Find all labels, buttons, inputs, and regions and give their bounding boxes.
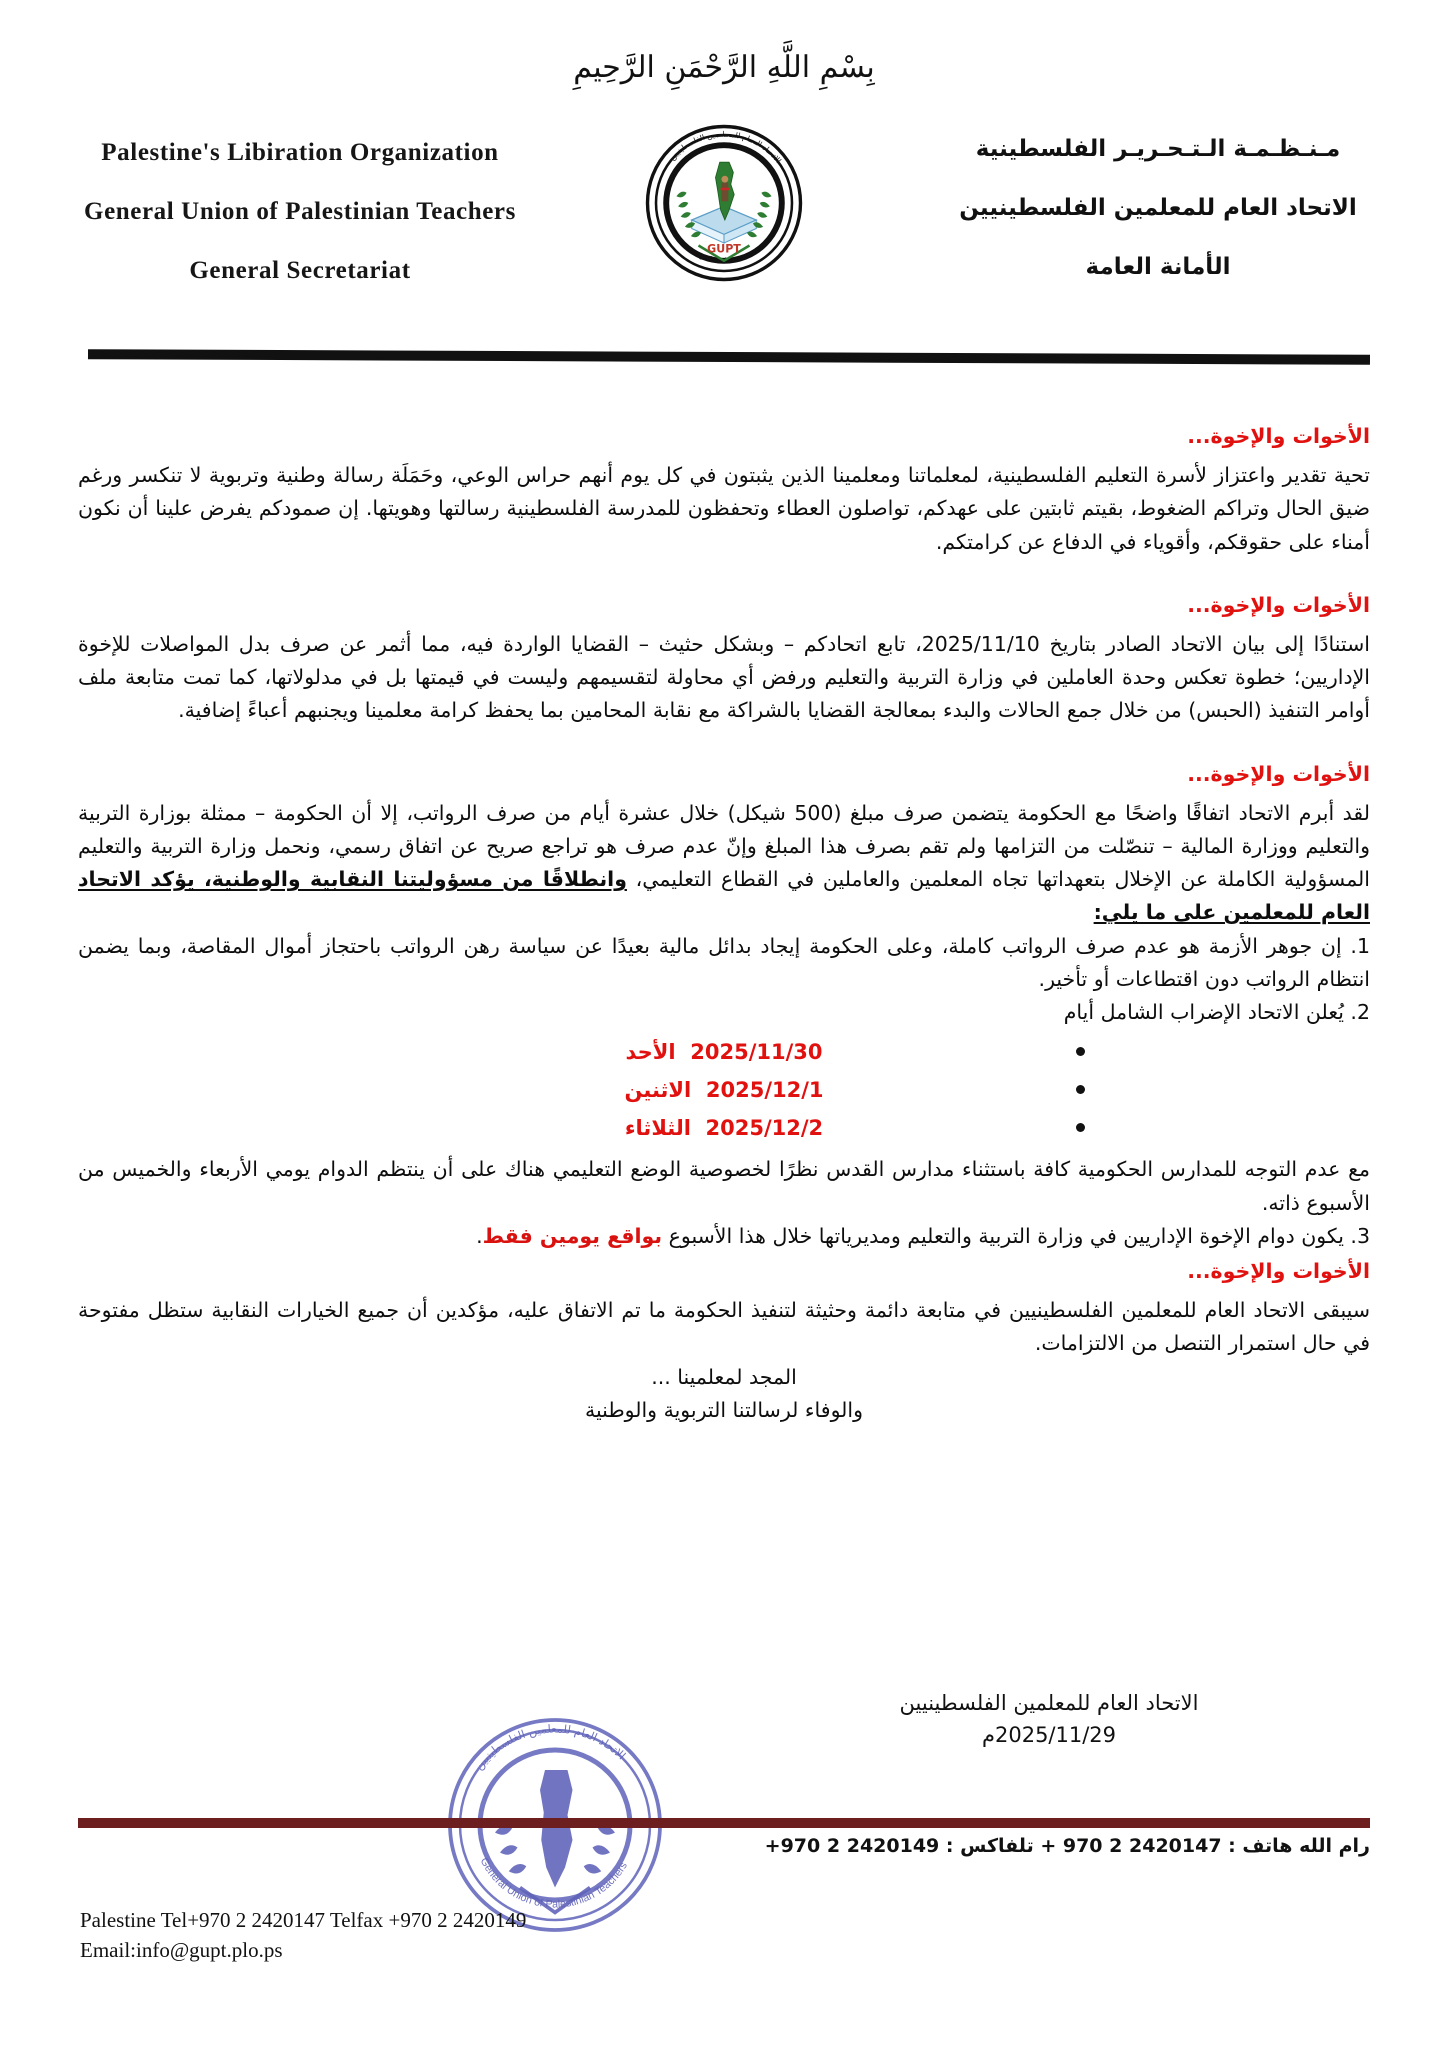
header-ar-line-3: الأمانة العامة [1085,254,1231,280]
header-arabic-block [938,138,1378,279]
after-dates-note: مع عدم التوجه للمدارس الحكومية كافة باستثناء مدارس القدس نظرًا لخصوصية الوضع التعليمي هناك على أن ينتظم الدوام يومي الأربعاء والخميس من الأسبوع ذاته. [78,1157,1370,1215]
demand-item-3 [78,1220,1370,1253]
paragraph-4: سيبقى الاتحاد العام للمعلمين الفلسطينيين في متابعة دائمة وحثيثة لتنفيذ الحكومة ما تم الاتفاق عليه، مؤكدين أن جميع الخيارات النقابية ستظل مفتوحة في حال استمرار التنصل من الالتزامات. [78,1298,1370,1356]
logo-acronym-text: GUPT [707,242,741,256]
header-en-line-3: General Secretariat [189,257,411,284]
signature-date: 2025/11/29م [981,1722,1117,1747]
paragraph-3-emphasis: وانطلاقًا من مسؤوليتنا النقابية والوطنية، يؤكد الاتحاد العام للمعلمين على ما يلي: [78,867,1370,925]
strike-date-row [78,1035,1370,1069]
demand-item-3-red: بواقع يومين فقط [482,1223,663,1248]
bullet-icon [1076,1123,1085,1132]
svg-text:General Union of Palestinian T: General Union of Palestinian Teachers [477,1855,630,1911]
footer-divider [78,1818,1370,1823]
svg-text:الاتحاد العام للمعلمين الفلسطي: الاتحاد العام للمعلمين الفلسطينيين [472,1722,629,1773]
paragraph-1: تحية تقدير واعتزاز لأسرة التعليم الفلسطينية، لمعلماتنا ومعلمينا الذين يثبتون في كل يوم أنهم حراس الوعي، وحَمَلَة رسالة وطنية وتربوية لا تنكسر ورغم ضيق الحال وتراكم الضغوط، بقيتم ثابتين على عهدكم، تواصلون العطاء وتحفظون للمدرسة الفلسطينية رسالتها وهويتها. إن صمودكم يفرض علينا أن نكون أمناء على حقوقكم، وأقوياء في الدفاع عن كرامتكم. [78,463,1370,554]
svg-text:الاتحـاد الـعـام للمعـلـمين ال: الاتحـاد الـعـام للمعـلـمين الفلسطينيين [667,129,783,165]
header-ar-line-1: مـنـظـمـة الـتـحـريـر الفلسطينية [975,136,1341,162]
footer-arabic-contact: رام الله هاتف : 2420147 2 970 + تلفاكس : 2420149 2 970+ [764,1835,1370,1857]
slogan-2: والوفاء لرسالتنا التربوية والوطنية [584,1397,864,1422]
salutation-4: الأخوات والإخوة... [1187,1258,1370,1283]
strike-dates-list [78,1035,1370,1145]
svg-text:فـلـسـطـيـن: فـلـسـطـيـن [697,251,733,265]
strike-date-row [78,1111,1370,1145]
header-divider [88,349,1370,362]
letter-body [78,420,1370,1427]
strike-date-row [78,1073,1370,1107]
salutation-1: الأخوات والإخوة... [1187,424,1370,448]
gupt-logo-icon [639,118,809,288]
document-header [0,0,1448,330]
salutation-2: الأخوات والإخوة... [1187,592,1370,617]
signature-org: الاتحاد العام للمعلمين الفلسطينيين [899,1691,1199,1715]
footer-tel-line: Palestine Tel+970 2 2420147 Telfax +970 2 2420149 [80,1908,527,1932]
signature-block [0,1688,1448,1751]
paragraph-2: استنادًا إلى بيان الاتحاد الصادر بتاريخ 2025/11/10، تابع اتحادكم – وبشكل حثيث – القضايا الواردة فيه، مما أثمر عن صرف بدل المواصلات للإخوة الإداريين؛ خطوة تعكس وحدة العاملين في وزارة التربية والتعليم ورفض أي محاولة لتقسيمهم وليست في قيمتها بل في مدلولاتها، كما تمت متابعة ملف أوامر التنفيذ (الحبس) من خلال جمع الحالات والبدء بمعالجة القضايا بالشراكة مع نقابة المحامين بما يحفظ كرامة معلمينا ويجنبهم أعباءً إضافية. [78,632,1370,723]
demand-item-2: 2. يُعلن الاتحاد الإضراب الشامل أيام [1063,1000,1370,1025]
paragraph-3 [78,797,1370,930]
demand-item-3-end: . [476,1223,483,1248]
slogan-1: المجد لمعلمينا ... [651,1364,797,1389]
paragraph-3-text: لقد أبرم الاتحاد اتفاقًا واضحًا مع الحكومة يتضمن صرف مبلغ (500 شيكل) خلال عشرة أيام من صرف الرواتب، إلا أن الحكومة – ممثلة بوزارة التربية والتعليم ووزارة المالية – تنصّلت من التزامها ولم تقم بصرف هذا المبلغ وإنّ عدم صرف هو تراجع صريح عن اتفاق رسمي، ونحمل وزارة التربية والتعليم المسؤولية الكاملة عن الإخلال بتعهداتها تجاه المعلمين والعاملين في القطاع التعليمي، [78,800,1370,892]
header-en-line-2: General Union of Palestinian Teachers [84,198,516,225]
strike-date-1: 2025/12/1 الاثنين [624,1078,824,1103]
bullet-icon [1076,1047,1085,1056]
footer-email-line: Email:info@gupt.plo.ps [80,1938,283,1963]
bullet-icon [1076,1085,1085,1094]
demand-item-3-black: 3. يكون دوام الإخوة الإداريين في وزارة التربية والتعليم ومديرياتها خلال هذا الأسبوع [662,1223,1370,1248]
header-en-line-1: Palestine's Libiration Organization [101,139,499,166]
strike-date-2: 2025/12/2 الثلاثاء [624,1116,824,1141]
header-english-block [60,140,540,283]
strike-date-0: 2025/11/30 الأحد [625,1040,823,1065]
header-ar-line-2: الاتحاد العام للمعلمين الفلسطينيين [959,195,1357,221]
demand-item-1: 1. إن جوهر الأزمة هو عدم صرف الرواتب كاملة، وعلى الحكومة إيجاد بدائل مالية بعيدًا عن سياسة رهن الرواتب باحتجاز أموال المقاصة، وبما يضمن انتظام الرواتب دون اقتطاعات أو تأخير. [78,933,1370,991]
demands-list [78,930,1370,1253]
basmala-text: بِسْمِ اللَّهِ الرَّحْمَنِ الرَّحِيمِ [573,50,875,85]
footer-english-contact [80,1905,526,1966]
salutation-3: الأخوات والإخوة... [1187,761,1370,786]
